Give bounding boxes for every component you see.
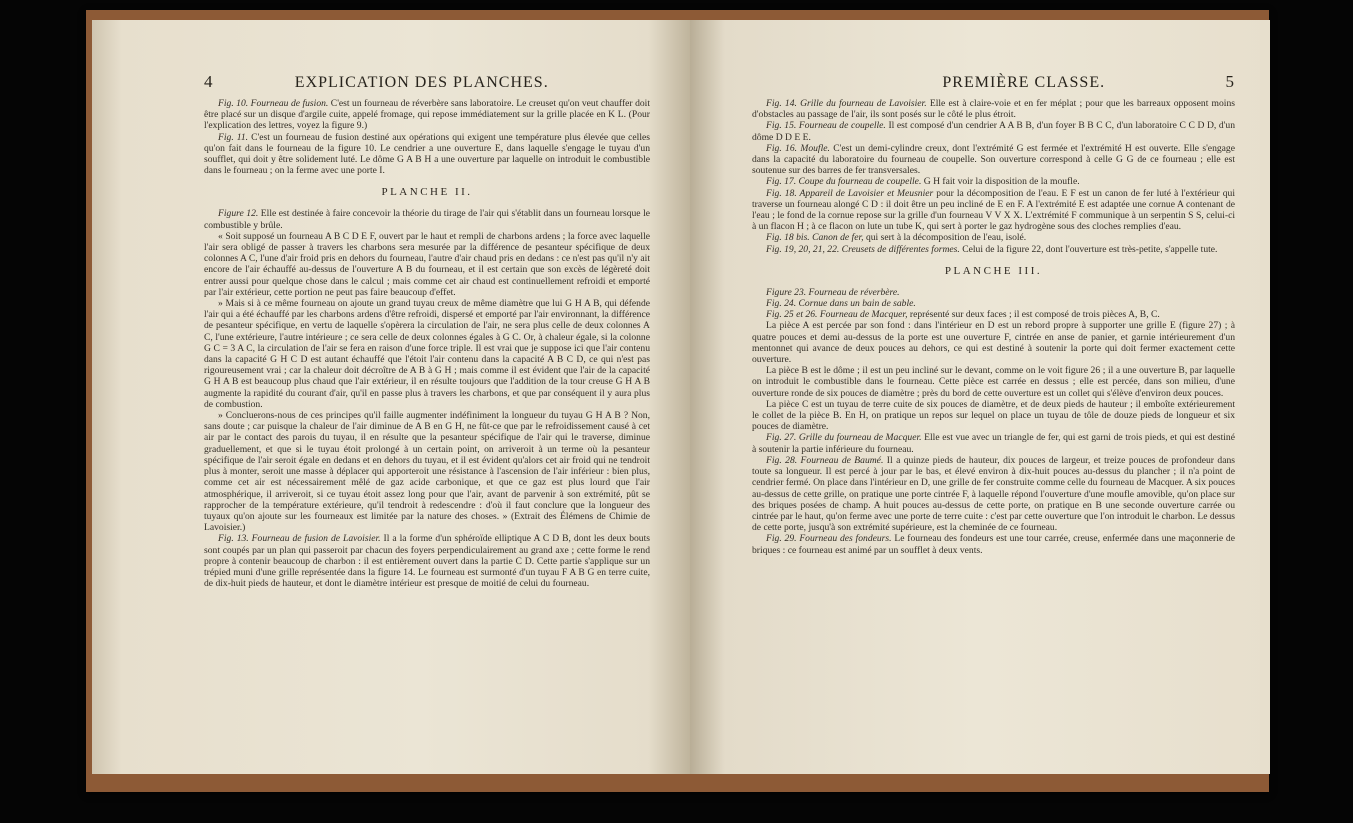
figure-label: Fig. 17. Coupe du fourneau de coupelle. bbox=[766, 176, 922, 188]
paragraph bbox=[752, 455, 1235, 533]
figure-label: Fig. 16. Moufle. bbox=[766, 142, 830, 154]
figure-label: Fig. 24. Cornue dans un bain de sable. bbox=[766, 298, 916, 310]
left-top-paragraphs bbox=[204, 98, 650, 176]
paragraph bbox=[204, 132, 650, 177]
paragraph bbox=[752, 176, 1235, 187]
figure-label: Fig. 14. Grille du fourneau de Lavoisier. bbox=[766, 98, 927, 109]
figure-label: Figure 23. Fourneau de réverbère. bbox=[766, 286, 900, 298]
paragraph-text: Il a la forme d'un sphéroïde elliptique A C D B, dont les deux bouts sont coupés par un plan qui passeroit par chacun des foyers perpendiculairement au grand axe ; cette forme le rend propre à contenir beaucoup de charbon : il est entièrement ouvert dans la partie C D. Cette partie s'applique sur un trépied muni d'une grille représentée dans la figure 14. Le fourneau est surmonté d'un tuyau F A B G en terre cuite, de dix-huit pieds de hauteur, et dont le diamètre intérieur est presque de moitié de celui du fourneau. bbox=[204, 533, 650, 590]
paragraph bbox=[204, 98, 650, 132]
planche-heading: PLANCHE III. bbox=[944, 264, 1043, 277]
figure-label: Fig. 18 bis. Canon de fer, bbox=[766, 232, 864, 244]
figure-label: Fig. 10. Fourneau de fusion. bbox=[218, 98, 329, 109]
right-bottom-paragraphs bbox=[752, 287, 1235, 556]
paragraph: » Concluerons-nous de ces principes qu'il faille augmenter indéfiniment la longueur du tuyau G H A B ? Non, sans doute ; car puisque la chaleur de l'air diminue de A B en G H, ne fût-ce que par le refroidissement causé à cet air par le contact des parois du tuyau, il en résulte que la pesanteur spécifique de l'air qui le traverse, diminue graduellement, et que si le tuyau étoit prolongé à un certain point, on arriveroit à un terme où la pesanteur spécifique de l'air seroit égale en dedans et en dehors du tuyau, et il est évident qu'alors cet air froid qui ne tendroit plus à monter, seroit une masse à déplacer qui apporteroit une résistance à l'ascension de l'air inférieur : bien plus, comme cet air est nécessairement mêlé de gaz acide carbonique, et que ce gaz est plus lourd que l'air atmosphérique, il arriveroit, si ce tuyau étoit assez long pour que l'air, avant de parvenir à son extrémité, pût se rapprocher de la température extérieure, qu'il tendroit à redescendre : d'où il faut conclure que la longueur des tuyaux qu'on ajoute sur les fourneaux est limitée par la nature des choses. » (Extrait des Élémens de Chimie de Lavoisier.) bbox=[204, 410, 650, 534]
paragraph-text: pour la décomposition de l'eau. E F est un canon de fer luté à l'extérieur qui traverse un fourneau alongé C D : il doit être un peu incliné de E en F. A l'extrémité E est adaptée une cornue A contenant de l'eau ; le fond de la cornue repose sur la grille d'un fourneau V V X X. L'extrémité F communique à un serpentin S S, celui-ci à un flacon H ; à ce flacon on lute un tube K, qui sert à porter le gaz hydrogène sous des cloches remplies d'eau. bbox=[752, 187, 1235, 233]
paragraph: La pièce A est percée par son fond : dans l'intérieur en D est un rebord propre à supporter une grille E (figure 27) ; à quatre pouces et demi au-dessus de la porte est une ouverture F, cintrée en anse de panier, et garnie intérieurement d'un mentonnet qui avance de deux pouces au dehors, ce qui est destiné à soutenir la porte qui doit fermer exactement cette ouverture. bbox=[752, 320, 1235, 366]
paragraph-text: Il a quinze pieds de hauteur, dix pouces de largeur, et treize pouces de profondeur dans toute sa longueur. Il est percé à jour par le bas, et élevé environ à dix-huit pouces au-dessus du plancher ; il n'a point de cendrier fermé. On place dans l'intérieur en D, une grille de fer construite comme celle du fourneau de Macquer. A six pouces au-dessus de cette grille, on pratique une porte cintrée F, à laquelle répond l'ouverture d'une moufle amovible, qu'on place sur des briques posées de champ. A huit pouces au-dessus de cette porte, on pratique en B une seconde ouverture carrée ou cintrée par le haut, qu'on ferme avec une porte de terre cuite : c'est par cette ouverture que l'on introduit le charbon. Le dessus de cette porte, jusqu'à son extrémité supérieure, est la cheminée de ce fourneau. bbox=[752, 454, 1235, 534]
running-title: EXPLICATION DES PLANCHES. bbox=[294, 74, 549, 91]
paragraph-text: Elle est à claire-voie et en fer méplat ; pour que les barreaux opposent moins d'obstacles au passage de l'air, ils sont posés sur le côté le plus étroit. bbox=[752, 98, 1236, 121]
paragraph-text: représenté sur deux faces ; il est composé de trois pièces A, B, C. bbox=[909, 309, 1160, 321]
paragraph-text: C'est un fourneau de fusion destiné aux opérations qui exigent une température plus élevée que celles qu'on fait dans le fourneau de la figure 10. Le cendrier a une ouverture E, dans laquelle s'engage le tuyau d'un soufflet, qui doit y être solidement luté. Le dôme G A B H a une ouverture par laquelle on introduit le combustible dans le fourneau ; on la ferme avec une porte I. bbox=[204, 131, 650, 177]
figure-label: Figure 12. bbox=[218, 208, 259, 220]
page-number: 4 bbox=[204, 72, 214, 91]
paragraph-text: Elle est destinée à faire concevoir la théorie du tirage de l'air qui s'établit dans un fourneau lorsque le combustible y brûle. bbox=[204, 208, 650, 231]
right-page-header bbox=[752, 72, 1235, 92]
paragraph bbox=[752, 188, 1235, 233]
figure-label: Fig. 19, 20, 21, 22. Creusets de différentes formes. bbox=[766, 243, 960, 255]
paragraph: La pièce B est le dôme ; il est un peu incliné sur le devant, comme on le voit figure 26 ; il a une ouverture B, par laquelle on introduit le combustible dans le fourneau. Cette pièce est carrée en dessus ; elle est percée, dans son milieu, d'une ouverture ronde de six pouces de diamètre ; près du bord de cette ouverture est un collet qui s'élève d'environ deux pouces. bbox=[752, 365, 1235, 399]
left-page-header bbox=[204, 72, 650, 92]
running-title: PREMIÈRE CLASSE. bbox=[942, 74, 1106, 91]
paragraph-text: Le fourneau des fondeurs est une tour carrée, creuse, enfermée dans une maçonnerie de briques : ce fourneau est animé par un soufflet à deux vents. bbox=[752, 533, 1235, 556]
paragraph bbox=[752, 232, 1235, 243]
page-number: 5 bbox=[1225, 72, 1235, 91]
right-top-paragraphs bbox=[752, 98, 1235, 255]
planche-heading: PLANCHE II. bbox=[381, 186, 473, 199]
paragraph bbox=[204, 533, 650, 589]
paragraph bbox=[752, 244, 1235, 255]
figure-label: Fig. 27. Grille du fourneau de Macquer. bbox=[766, 432, 922, 444]
paragraph: « Soit supposé un fourneau A B C D E F, ouvert par le haut et rempli de charbons ardens ; la force avec laquelle l'air sera obligé de passer à travers les charbons sera mesurée par la différence de pesanteur spécifique de deux colonnes A C, l'une d'air froid pris en dehors du fourneau, l'autre d'air chaud pris en dedans : ce n'est pas qu'il n'y ait encore de l'air échauffé au-dessus de l'ouverture A B du fourneau, et il est certain que son excès de légèreté doit entrer aussi pour quelque chose dans le calcul ; mais comme cet air chaud est continuellement refroidi et emporté par l'air extérieur, cette portion ne peut pas faire beaucoup d'effet. bbox=[204, 230, 650, 298]
paragraph-text: Elle est vue avec un triangle de fer, qui est garni de trois pieds, et qui est destiné à soutenir la partie inférieure du fourneau. bbox=[752, 432, 1235, 455]
paragraph bbox=[204, 208, 650, 230]
figure-label: Fig. 18. Appareil de Lavoisier et Meusnier bbox=[766, 187, 934, 199]
paragraph bbox=[752, 287, 1235, 298]
paragraph bbox=[752, 98, 1235, 120]
left-bottom-paragraphs bbox=[204, 208, 650, 589]
paragraph-text: C'est un fourneau de réverbère sans laboratoire. Le creuset qu'on veut chauffer doit être placé sur un disque d'argile cuite, appelé fromage, qui repose immédiatement sur la grille placée en K L. (Pour l'explication des lettres, voyez la figure 9.) bbox=[204, 98, 650, 132]
figure-label: Fig. 15. Fourneau de coupelle. bbox=[766, 120, 886, 132]
paragraph-text: G H fait voir la disposition de la moufle. bbox=[923, 176, 1080, 188]
paragraph-text: Celui de la figure 22, dont l'ouverture est très-petite, s'appelle tute. bbox=[962, 243, 1218, 255]
paragraph bbox=[752, 432, 1235, 454]
paragraph bbox=[752, 298, 1235, 309]
paragraph: » Mais si à ce même fourneau on ajoute un grand tuyau creux de même diamètre que lui G H A B, qui défende l'air qui a été échauffé par les charbons ardens d'être refroidi, dispersé et emporté par l'air environnant, la différence de pesanteur spécifique, en vertu de laquelle s'opèrera la circulation de l'air, ne sera plus celle de deux colonnes A C, l'une extérieure, l'autre intérieure ; ce sera celle de deux colonnes égales à G C. Or, à chaleur égale, si la colonne G C = 3 A C, la circulation de l'air se fera en raison d'une force triple. Il est vrai que je suppose ici que l'air contenu dans la capacité G H C D est autant échauffé que l'étoit l'air contenu dans la capacité A B C D, ce qui n'est pas rigoureusement vrai ; car la chaleur doit décroître de A B à G H ; mais comme il est évident que l'air de la capacité G H A B est beaucoup plus chaud que l'air extérieur, il en résulte toujours que l'addition de la tour creuse G H A B augmente la rapidité du courant d'air, qu'il en passe plus à travers les charbons, et que par conséquent il y aura plus de combustion. bbox=[204, 298, 650, 410]
left-page bbox=[92, 20, 690, 774]
figure-label: Fig. 29. Fourneau des fondeurs. bbox=[766, 533, 892, 545]
figure-label: Fig. 13. Fourneau de fusion de Lavoisier. bbox=[218, 533, 381, 545]
paragraph bbox=[752, 143, 1235, 177]
paragraph bbox=[752, 533, 1235, 555]
paragraph bbox=[752, 120, 1235, 142]
paragraph bbox=[752, 309, 1235, 320]
right-page bbox=[690, 20, 1270, 774]
figure-label: Fig. 28. Fourneau de Baumé. bbox=[766, 454, 884, 466]
paragraph-text: qui sert à la décomposition de l'eau, isolé. bbox=[865, 232, 1027, 244]
figure-label: Fig. 11. bbox=[218, 131, 249, 143]
paragraph: La pièce C est un tuyau de terre cuite de six pouces de diamètre, et de deux pieds de hauteur ; il emboîte extérieurement le collet de la pièce B. En H, on pratique un repos sur lequel on place un tuyau de tôle de douze pieds de longueur et six pouces de diamètre. bbox=[752, 398, 1235, 433]
paragraph-text: Il est composé d'un cendrier A A B B, d'un foyer B B C C, d'un laboratoire C C D D, d'un dôme D D E E. bbox=[752, 120, 1235, 143]
paragraph-text: C'est un demi-cylindre creux, dont l'extrémité G est fermée et l'extrémité H est ouverte. Elle s'engage dans la capacité du laboratoire du fourneau de coupelle. Son ouverture correspond à celle G G de ce fourneau ; elle est soutenue sur des barres de fer transversales. bbox=[752, 142, 1235, 177]
figure-label: Fig. 25 et 26. Fourneau de Macquer, bbox=[766, 309, 908, 321]
